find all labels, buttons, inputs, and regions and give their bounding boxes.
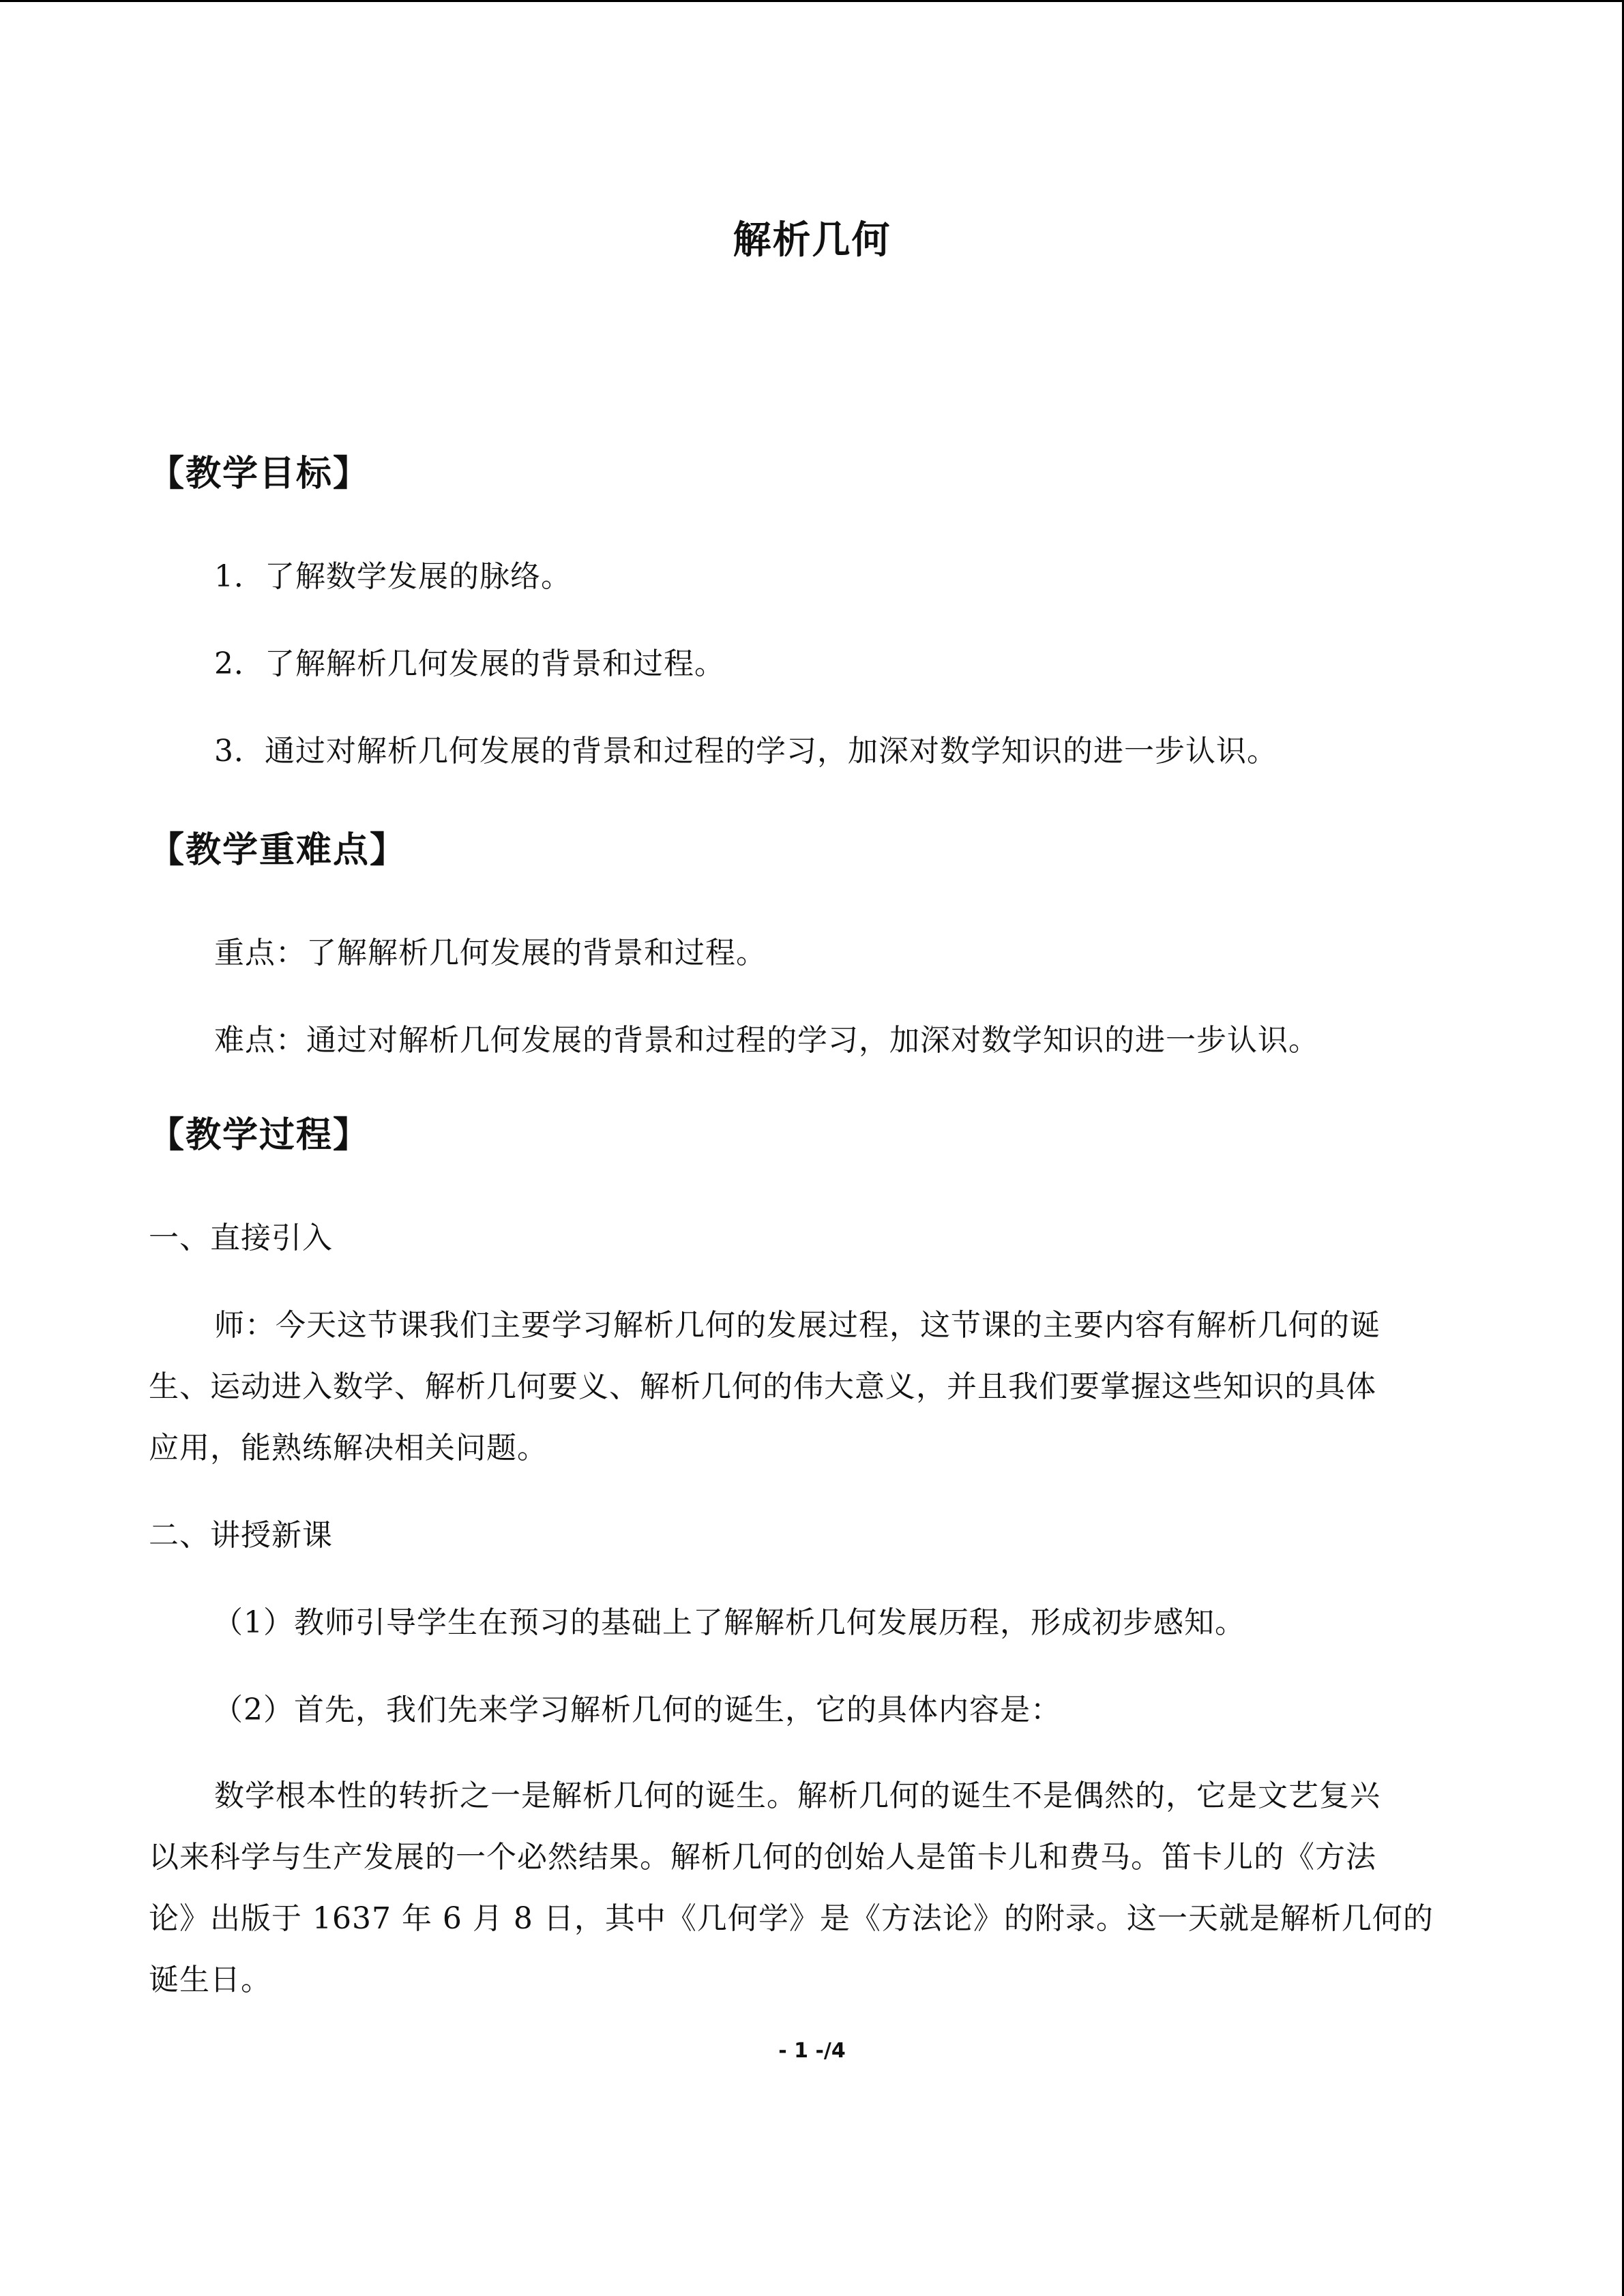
page-number: - 1 -/4 <box>778 2039 846 2063</box>
part2-para-line-3: 论》出版于 1637 年 6 月 8 日，其中《几何学》是《方法论》的附录。这一天就是解析几何的 <box>149 1901 1434 1936</box>
objectives-heading: 【教学目标】 <box>149 453 370 494</box>
part2-para-line-1: 数学根本性的转折之一是解析几何的诞生。解析几何的诞生不是偶然的，它是文艺复兴 <box>214 1778 1381 1813</box>
part1-para-line-2: 生、运动进入数学、解析几何要义、解析几何的伟大意义，并且我们要掌握这些知识的具体 <box>149 1369 1376 1404</box>
key-points-heading: 【教学重难点】 <box>149 830 407 871</box>
part1-para-line-3: 应用，能熟练解决相关问题。 <box>149 1431 548 1465</box>
part2-title: 二、讲授新课 <box>149 1518 333 1553</box>
part2-step-2: （2）首先，我们先来学习解析几何的诞生，它的具体内容是： <box>213 1693 1061 1727</box>
part2-step-1: （1）教师引导学生在预习的基础上了解解析几何发展历程，形成初步感知。 <box>213 1605 1245 1640</box>
objective-item-2: 2．了解解析几何发展的背景和过程。 <box>214 646 725 681</box>
objective-item-1: 1．了解数学发展的脉络。 <box>214 559 572 594</box>
focus-point: 重点：了解解析几何发展的背景和过程。 <box>214 936 767 970</box>
part2-para-line-4: 诞生日。 <box>149 1963 271 1997</box>
part1-title: 一、直接引入 <box>149 1221 333 1255</box>
part2-para-line-2: 以来科学与生产发展的一个必然结果。解析几何的创始人是笛卡儿和费马。笛卡儿的《方法 <box>149 1840 1376 1875</box>
difficulty-point: 难点：通过对解析几何发展的背景和过程的学习，加深对数学知识的进一步认识。 <box>214 1023 1319 1058</box>
part1-para-line-1: 师：今天这节课我们主要学习解析几何的发展过程，这节课的主要内容有解析几何的诞 <box>214 1308 1381 1343</box>
objective-item-3: 3．通过对解析几何发展的背景和过程的学习，加深对数学知识的进一步认识。 <box>214 734 1278 769</box>
process-heading: 【教学过程】 <box>149 1115 370 1156</box>
document-title: 解析几何 <box>733 218 891 263</box>
